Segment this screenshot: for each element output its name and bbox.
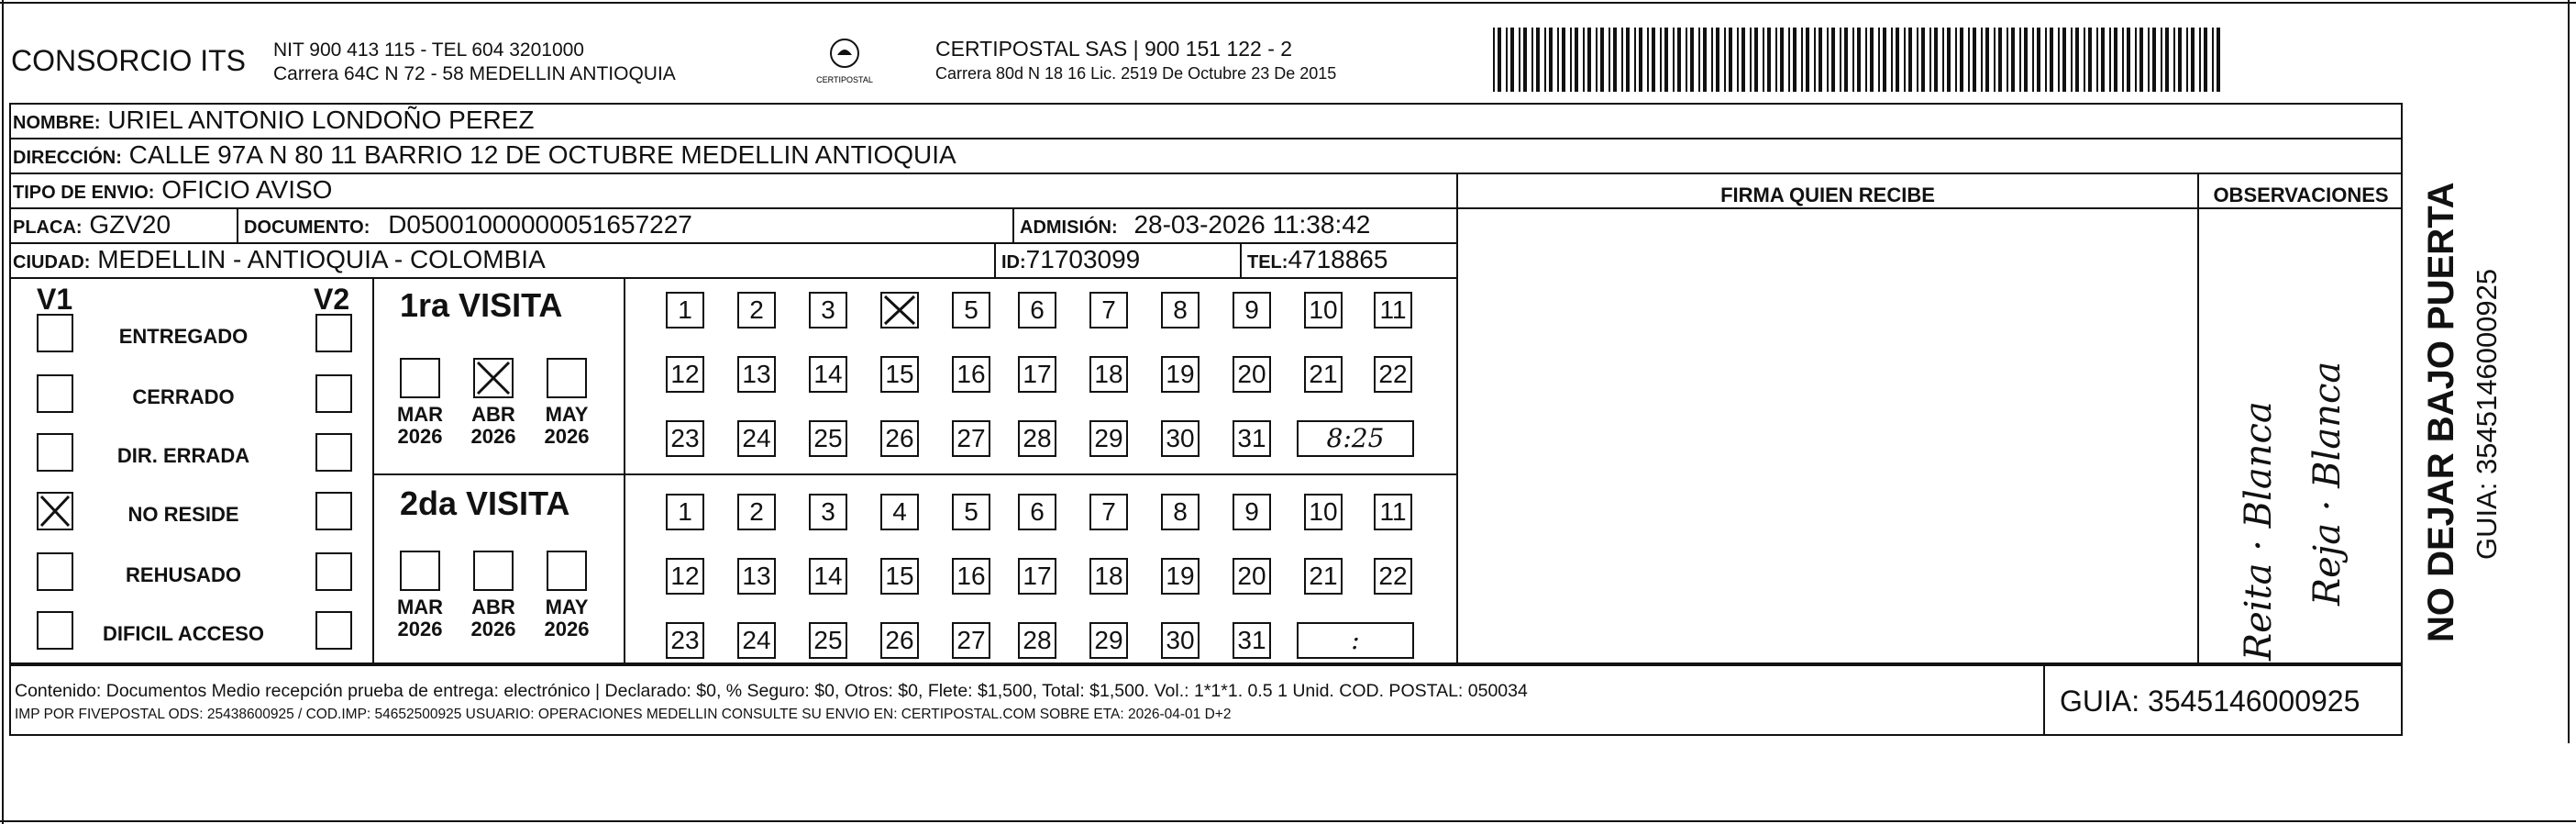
handwritten-observation-1: Reita · Blanca [2238,401,2280,661]
ciudad-cell [13,244,546,278]
day-checkbox[interactable]: 16 [952,356,990,393]
tel-label: TEL: [1247,252,1288,273]
day-checkbox[interactable]: 31 [1233,420,1271,457]
tel-value: 4718865 [1288,245,1388,273]
day-checkbox[interactable]: 10 [1304,494,1343,530]
day-checkbox[interactable]: 29 [1089,420,1128,457]
day-checkbox[interactable]: 17 [1018,558,1056,595]
day-checkbox[interactable]: 11 [1374,494,1412,530]
day-checkbox[interactable]: 4 [880,494,919,530]
id-label: ID: [1001,252,1026,273]
footer-guia: GUIA: 3545146000925 [2060,685,2360,718]
id-cell [1001,244,1140,278]
day-checkbox[interactable]: 2 [737,292,776,328]
day-checkbox[interactable]: 22 [1374,356,1412,393]
month-checkbox[interactable] [400,551,440,591]
day-checkbox[interactable]: 26 [880,420,919,457]
month-label [388,596,452,640]
day-checkbox[interactable]: 9 [1233,292,1271,328]
tipo-label: TIPO DE ENVIO: [13,183,155,203]
day-checkbox[interactable]: 14 [809,558,847,595]
rule [1012,207,1014,242]
day-checkbox[interactable] [880,292,919,328]
id-value: 71703099 [1025,245,1141,273]
company-address: Carrera 64C N 72 - 58 MEDELLIN ANTIOQUIA [273,63,676,84]
tipo-value: OFICIO AVISO [161,175,333,204]
day-checkbox[interactable]: 19 [1161,356,1200,393]
admision-cell [1020,209,1370,243]
day-checkbox[interactable]: 17 [1018,356,1056,393]
day-checkbox[interactable]: 5 [952,494,990,530]
placa-cell [13,209,171,243]
day-checkbox[interactable]: 30 [1161,420,1200,457]
day-checkbox[interactable]: 2 [737,494,776,530]
v1-label: V1 [37,283,73,316]
ciudad-value: MEDELLIN - ANTIOQUIA - COLOMBIA [97,245,546,273]
rule [1456,173,1458,664]
placa-value: GZV20 [89,210,171,239]
month-name: MAR [396,403,444,426]
day-checkbox[interactable]: 24 [737,622,776,659]
ciudad-label: CIUDAD: [13,252,91,273]
placa-label: PLACA: [13,217,83,238]
courier-name: CERTIPOSTAL SAS | 900 151 122 - 2 [935,37,1293,61]
day-checkbox[interactable]: 1 [666,494,704,530]
day-checkbox[interactable]: 20 [1233,558,1271,595]
day-checkbox[interactable]: 20 [1233,356,1271,393]
month-label [461,404,525,448]
month-year: 2026 [470,425,516,448]
day-checkbox[interactable]: 15 [880,558,919,595]
day-checkbox[interactable]: 13 [737,356,776,393]
documento-cell [244,209,692,243]
month-label [388,404,452,448]
left-edge-line [2,0,4,824]
courier-address: Carrera 80d N 18 16 Lic. 2519 De Octubre 23 De 2015 [935,64,1337,83]
status-v1-checkbox[interactable] [37,314,73,352]
status-label: ENTREGADO [118,325,249,348]
month-name: ABR [471,596,515,618]
admision-label: ADMISIÓN: [1020,217,1118,238]
month-checkbox[interactable] [547,551,587,591]
nombre-value: URIEL ANTONIO LONDOÑO PEREZ [107,106,535,134]
status-v1-checkbox[interactable] [37,552,73,591]
bottom-edge-line [0,820,2576,822]
certipostal-logo [816,35,873,93]
nombre-label: NOMBRE: [13,113,101,133]
direccion-row [13,139,956,173]
rule [9,664,11,734]
status-v2-checkbox[interactable] [315,374,352,413]
day-checkbox[interactable]: 28 [1018,622,1056,659]
month-year: 2026 [544,618,590,640]
rule [9,734,2403,736]
rule [372,473,1456,475]
day-checkbox[interactable]: 26 [880,622,919,659]
day-checkbox[interactable]: 7 [1089,292,1128,328]
visit-time-field[interactable]: : [1297,622,1414,659]
month-checkbox[interactable] [473,358,514,398]
v2-label: V2 [314,283,350,316]
day-checkbox[interactable]: 25 [809,622,847,659]
day-checkbox[interactable]: 6 [1018,494,1056,530]
status-v1-checkbox[interactable] [37,433,73,472]
documento-label: DOCUMENTO: [244,217,370,238]
day-checkbox[interactable]: 25 [809,420,847,457]
day-checkbox[interactable]: 10 [1304,292,1343,328]
visit-time-field[interactable]: 8:25 [1297,420,1414,457]
day-checkbox[interactable]: 13 [737,558,776,595]
day-checkbox[interactable]: 6 [1018,292,1056,328]
side-warning: NO DEJAR BAJO PUERTA [2421,182,2461,642]
day-checkbox[interactable]: 15 [880,356,919,393]
side-guia: GUIA: 3545146000925 [2471,268,2503,560]
month-label [535,596,599,640]
status-label: DIR. ERRADA [116,444,250,467]
status-v1-checkbox[interactable] [37,374,73,413]
svg-text:CERTIPOSTAL: CERTIPOSTAL [816,75,873,84]
day-checkbox[interactable]: 23 [666,420,704,457]
day-checkbox[interactable]: 19 [1161,558,1200,595]
day-checkbox[interactable]: 18 [1089,558,1128,595]
company-name: CONSORCIO ITS [11,44,247,77]
first-visit-title: 1ra VISITA [400,286,563,324]
month-label [461,596,525,640]
direccion-value: CALLE 97A N 80 11 BARRIO 12 DE OCTUBRE MEDELLIN ANTIOQUIA [128,140,956,169]
month-label [535,404,599,448]
day-checkbox[interactable]: 12 [666,558,704,595]
day-checkbox[interactable]: 30 [1161,622,1200,659]
rule [2197,173,2199,664]
status-label: REHUSADO [126,563,241,586]
rule [2043,664,2045,734]
day-checkbox[interactable]: 24 [737,420,776,457]
month-name: MAY [545,596,589,618]
footer-line-1: Contenido: Documentos Medio recepción prueba de entrega: electrónico | Declarado: $0, % Seguro: $0, Otros: $0, Flete: $1,500, Total: $1,500. Vol.: 1*1*1. 0.5 1 Unid. COD. POSTAL: 050034 [15,681,1528,701]
day-checkbox[interactable]: 21 [1304,558,1343,595]
status-label: NO RESIDE [127,503,239,526]
day-checkbox[interactable]: 11 [1374,292,1412,328]
month-checkbox[interactable] [547,358,587,398]
status-label: DIFICIL ACCESO [102,622,264,645]
month-year: 2026 [544,425,590,448]
month-name: MAY [545,403,589,426]
rule [1240,242,1242,277]
month-name: MAR [396,596,444,618]
status-v2-checkbox[interactable] [315,492,352,530]
month-year: 2026 [397,425,443,448]
day-checkbox[interactable]: 28 [1018,420,1056,457]
top-edge-line [0,2,2576,4]
day-checkbox[interactable]: 5 [952,292,990,328]
direccion-label: DIRECCIÓN: [13,148,122,168]
documento-value: D05001000000051657227 [388,210,692,239]
day-checkbox[interactable]: 23 [666,622,704,659]
day-checkbox[interactable]: 31 [1233,622,1271,659]
day-checkbox[interactable]: 21 [1304,356,1343,393]
day-checkbox[interactable]: 9 [1233,494,1271,530]
month-checkbox[interactable] [400,358,440,398]
day-checkbox[interactable]: 7 [1089,494,1128,530]
footer-line-2: IMP POR FIVEPOSTAL ODS: 25438600925 / COD.IMP: 54652500925 USUARIO: OPERACIONES MEDELLIN CONSULTE SU ENVIO EN: CERTIPOSTAL.COM SOBRE ETA: 2026-04-01 D+2 [15,707,1232,722]
observaciones-label: OBSERVACIONES [2213,184,2389,206]
day-checkbox[interactable]: 27 [952,420,990,457]
second-visit-title: 2da VISITA [400,484,570,522]
day-checkbox[interactable]: 12 [666,356,704,393]
day-checkbox[interactable]: 8 [1161,292,1200,328]
day-checkbox[interactable]: 14 [809,356,847,393]
rule [994,242,996,277]
status-v2-checkbox[interactable] [315,552,352,591]
tel-cell [1247,244,1388,278]
firma-label: FIRMA QUIEN RECIBE [1720,184,1935,206]
month-year: 2026 [397,618,443,640]
status-v2-checkbox[interactable] [315,314,352,352]
month-year: 2026 [470,618,516,640]
day-checkbox[interactable]: 16 [952,558,990,595]
day-checkbox[interactable]: 3 [809,494,847,530]
day-checkbox[interactable]: 1 [666,292,704,328]
rule [372,277,374,664]
barcode [1493,28,2227,96]
status-v2-checkbox[interactable] [315,433,352,472]
day-checkbox[interactable]: 8 [1161,494,1200,530]
rule [237,207,238,242]
status-label: CERRADO [132,385,235,408]
day-checkbox[interactable]: 29 [1089,622,1128,659]
admision-value: 28-03-2026 11:38:42 [1133,210,1371,239]
month-name: ABR [471,403,515,426]
handwritten-observation-2: Reja · Blanca [2306,361,2349,606]
right-edge-line [2568,0,2570,743]
day-checkbox[interactable]: 27 [952,622,990,659]
rule [2401,664,2403,734]
rule [624,277,625,664]
status-v1-checkbox[interactable] [37,492,73,530]
status-v2-checkbox[interactable] [315,611,352,650]
company-nit: NIT 900 413 115 - TEL 604 3201000 [273,39,584,61]
tipo-row [13,174,332,208]
day-checkbox[interactable]: 3 [809,292,847,328]
day-checkbox[interactable]: 22 [1374,558,1412,595]
day-checkbox[interactable]: 18 [1089,356,1128,393]
month-checkbox[interactable] [473,551,514,591]
nombre-row [13,105,535,139]
status-v1-checkbox[interactable] [37,611,73,650]
